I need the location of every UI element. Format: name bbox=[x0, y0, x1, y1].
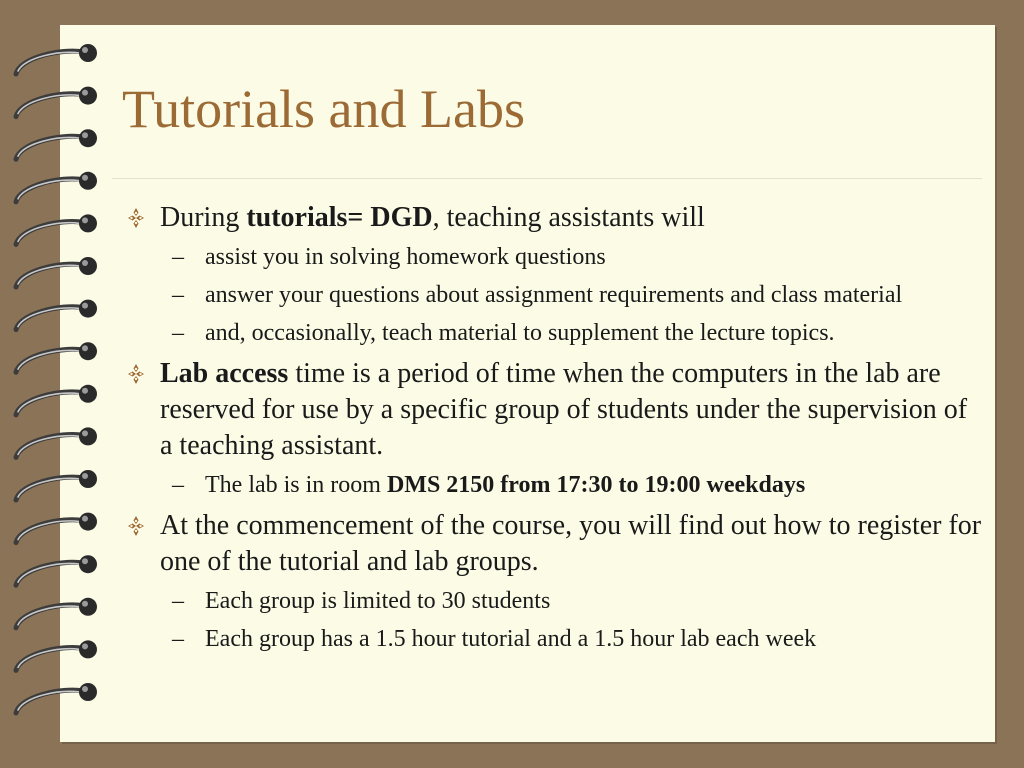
dash-icon: – bbox=[172, 320, 184, 346]
bullet-tutorials bbox=[124, 200, 984, 236]
sub-item bbox=[124, 280, 984, 310]
bullet-text-post: time is a period of time when the computers in the lab are reserved for use by a specific group of students under the supervision of a teaching assistant. bbox=[160, 358, 968, 461]
sub-item bbox=[124, 318, 984, 348]
bullet-text-pre: During bbox=[160, 202, 247, 233]
bullet-diamond-icon bbox=[124, 508, 148, 544]
bullet-text-post: , teaching assistants will bbox=[432, 202, 705, 233]
sub-item bbox=[124, 586, 984, 616]
bullet-lab-access bbox=[124, 356, 984, 464]
sub-item bbox=[124, 470, 984, 500]
bullet-text-bold: Lab access bbox=[160, 358, 289, 389]
sub-item-text: Each group is limited to 30 students bbox=[205, 588, 551, 614]
sub-item-text: Each group has a 1.5 hour tutorial and a 1.5 hour lab each week bbox=[205, 626, 817, 652]
slide-title: Tutorials and Labs bbox=[122, 79, 525, 139]
sub-item-text: and, occasionally, teach material to supplement the lecture topics. bbox=[205, 320, 835, 346]
sub-item-text: The lab is in room bbox=[205, 472, 387, 498]
dash-icon: – bbox=[172, 282, 184, 308]
sub-item-text: assist you in solving homework questions bbox=[205, 244, 606, 270]
bullet-diamond-icon bbox=[124, 356, 148, 392]
bullet-text-bold: tutorials= DGD bbox=[246, 202, 433, 233]
sub-item-bold: DMS 2150 from 17:30 to 19:00 weekdays bbox=[386, 472, 806, 498]
dash-icon: – bbox=[172, 472, 184, 498]
dash-icon: – bbox=[172, 626, 184, 652]
sub-item bbox=[124, 242, 984, 272]
sub-item bbox=[124, 624, 984, 654]
bullet-text: At the commencement of the course, you will find out how to register for one of the tutorial and lab groups. bbox=[160, 510, 982, 577]
title-divider bbox=[112, 178, 982, 179]
dash-icon: – bbox=[172, 588, 184, 614]
sub-item-text: answer your questions about assignment requirements and class material bbox=[205, 282, 903, 308]
bullet-diamond-icon bbox=[124, 200, 148, 236]
dash-icon: – bbox=[172, 244, 184, 270]
slide-body bbox=[124, 200, 984, 662]
bullet-commencement bbox=[124, 508, 984, 580]
